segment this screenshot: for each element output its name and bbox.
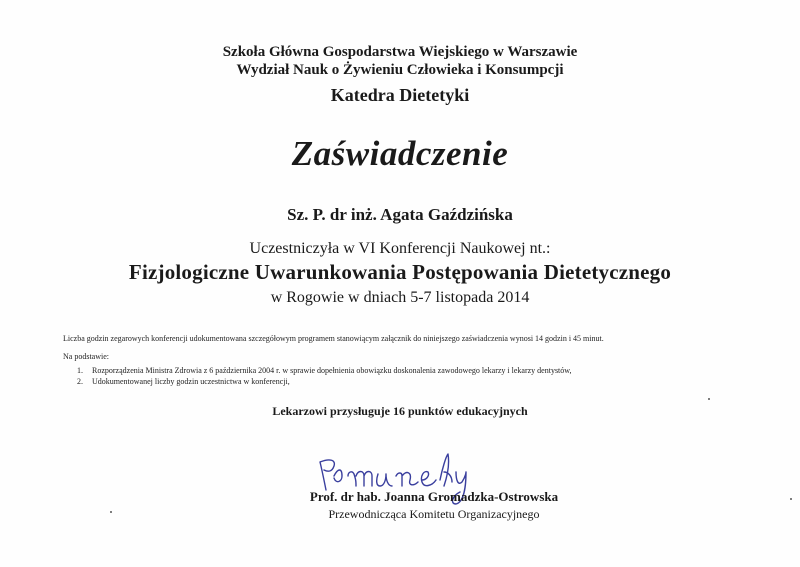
signer-name: Prof. dr hab. Joanna Gromadzka-Ostrowska bbox=[309, 489, 559, 504]
scan-speck bbox=[708, 398, 710, 400]
scan-speck bbox=[110, 511, 112, 513]
faculty-name: Wydział Nauk o Żywieniu Człowieka i Konsumpcji bbox=[236, 62, 564, 78]
education-points: Lekarzowi przysługuje 16 punktów edukacyjnych bbox=[272, 404, 528, 418]
hours-note: Liczba godzin zegarowych konferencji udokumentowana szczegółowym programem stanowiącym załącznik do niniejszego zaświadczenia wynosi 14 godzin i 45 minut. bbox=[63, 334, 604, 343]
participation-statement: Uczestniczyła w VI Konferencji Naukowej nt.: bbox=[249, 240, 551, 257]
university-name: Szkoła Główna Gospodarstwa Wiejskiego w Warszawie bbox=[222, 44, 578, 60]
basis-item-text: Rozporządzenia Ministra Zdrowia z 6 października 2004 r. w sprawie dopełnienia obowiązku doskonalenia zawodowego lekarzy i lekarzy dentystów, bbox=[92, 366, 572, 375]
basis-label: Na podstawie: bbox=[63, 352, 109, 361]
scan-speck bbox=[790, 498, 792, 500]
conference-name: Fizjologiczne Uwarunkowania Postępowania Dietetycznego bbox=[128, 260, 672, 284]
certificate-title: Zaświadczenie bbox=[291, 134, 509, 173]
basis-item-number: 1. bbox=[77, 366, 83, 375]
signer-role: Przewodnicząca Komitetu Organizacyjnego bbox=[328, 507, 540, 521]
recipient-name: Sz. P. dr inż. Agata Gaździńska bbox=[287, 205, 513, 224]
basis-item bbox=[77, 377, 290, 386]
conference-place-date: w Rogowie w dniach 5-7 listopada 2014 bbox=[270, 289, 530, 306]
basis-item bbox=[77, 366, 572, 375]
department-name: Katedra Dietetyki bbox=[330, 85, 470, 105]
basis-item-number: 2. bbox=[77, 377, 83, 386]
basis-item-text: Udokumentowanej liczby godzin uczestnictwa w konferencji, bbox=[92, 377, 290, 386]
